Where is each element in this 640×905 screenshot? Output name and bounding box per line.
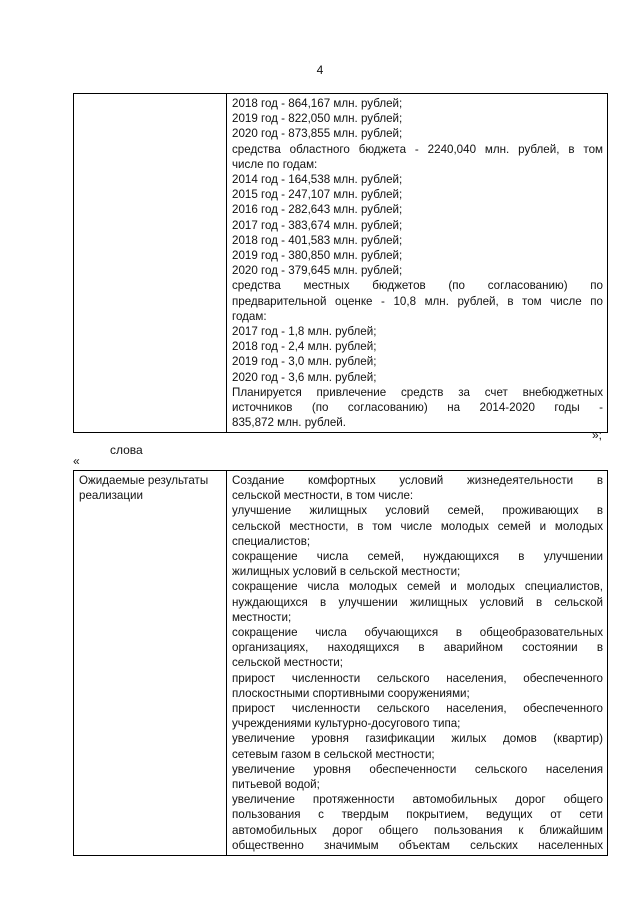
text-line: прирост численности сельского населения, обеспеченного bbox=[232, 671, 603, 685]
funding-table bbox=[73, 93, 608, 433]
text-line: сокращение числа молодых семей и молодых специалистов, bbox=[232, 580, 603, 594]
text-line: нуждающихся в улучшении жилищных условий в сельской bbox=[232, 595, 603, 609]
text-line: увеличение уровня газификации жилых домов (квартир) bbox=[232, 732, 603, 746]
text-line: увеличение уровня обеспеченности сельского населения bbox=[232, 762, 603, 776]
text-line: Создание комфортных условий жизнедеятельности в bbox=[232, 474, 603, 487]
text-line: сокращение числа семей, нуждающихся в улучшении bbox=[232, 550, 603, 564]
word-slova: слова bbox=[110, 443, 143, 457]
text-line: 2019 год - 380,850 млн. рублей; bbox=[232, 249, 403, 263]
text-line: средства областного бюджета - 2240,040 млн. рублей, в том bbox=[232, 142, 603, 156]
text-line: источников (по согласованию) на 2014-2020 годы - bbox=[232, 401, 603, 415]
text-line: 835,872 млн. рублей. bbox=[232, 416, 346, 430]
text-line: 2018 год - 864,167 млн. рублей; bbox=[232, 97, 403, 110]
text-line: 2016 год - 282,643 млн. рублей; bbox=[232, 203, 403, 217]
text-line: организациях, находящихся в аварийном состоянии в bbox=[232, 641, 603, 655]
empty-label-cell bbox=[74, 94, 227, 433]
label-line: Ожидаемые результаты bbox=[79, 474, 209, 487]
text-line: плоскостными спортивными сооружениями; bbox=[232, 686, 470, 700]
funding-text-cell bbox=[227, 94, 608, 433]
table-row bbox=[74, 471, 608, 856]
text-line: 2020 год - 873,855 млн. рублей; bbox=[232, 127, 403, 141]
expected-results-table bbox=[73, 470, 608, 856]
text-line: 2017 год - 383,674 млн. рублей; bbox=[232, 218, 403, 232]
label-line: реализации bbox=[79, 489, 143, 503]
text-line: 2020 год - 3,6 млн. рублей; bbox=[232, 370, 377, 384]
text-line: средства местных бюджетов (по согласованию) по bbox=[232, 279, 603, 293]
text-line: сельской местности, в том числе молодых семей и молодых bbox=[232, 519, 603, 533]
text-line: годам: bbox=[232, 309, 267, 323]
text-line: прирост численности сельского населения, обеспеченного bbox=[232, 702, 603, 716]
expected-results-text-cell bbox=[227, 471, 608, 856]
text-line: сельской местности; bbox=[232, 656, 343, 670]
text-line: пользования с твердым покрытием, ведущих от сети bbox=[232, 808, 603, 822]
closing-quote: »; bbox=[592, 428, 603, 442]
text-line: улучшение жилищных условий семей, проживающих в bbox=[232, 504, 603, 518]
text-line: местности; bbox=[232, 610, 292, 624]
text-line: 2014 год - 164,538 млн. рублей; bbox=[232, 173, 403, 187]
text-line: 2020 год - 379,645 млн. рублей; bbox=[232, 264, 403, 278]
text-line: 2019 год - 822,050 млн. рублей; bbox=[232, 112, 403, 126]
text-line: 2018 год - 2,4 млн. рублей; bbox=[232, 340, 377, 354]
text-line: сокращение числа обучающихся в общеобразовательных bbox=[232, 626, 603, 640]
text-line: увеличение протяженности автомобильных дорог общего bbox=[232, 793, 603, 807]
text-line: 2015 год - 247,107 млн. рублей; bbox=[232, 188, 403, 202]
text-line: сельской местности, в том числе: bbox=[232, 489, 414, 503]
text-line: 2017 год - 1,8 млн. рублей; bbox=[232, 325, 377, 339]
text-line: общественно значимым объектам сельских населенных bbox=[232, 838, 603, 852]
text-line: автомобильных дорог общего пользования к ближайшим bbox=[232, 823, 603, 837]
table-row bbox=[74, 94, 608, 433]
text-line: учреждениями культурно-досугового типа; bbox=[232, 717, 461, 731]
text-line: числе по годам: bbox=[232, 157, 318, 171]
text-line: жилищных условий в сельской местности; bbox=[232, 565, 461, 579]
text-line: сетевым газом в сельской местности; bbox=[232, 747, 435, 761]
text-line: специалистов; bbox=[232, 534, 311, 548]
text-line: 2019 год - 3,0 млн. рублей; bbox=[232, 355, 377, 369]
text-line: 2018 год - 401,583 млн. рублей; bbox=[232, 233, 403, 247]
expected-results-label-cell bbox=[74, 471, 227, 856]
opening-quote: « bbox=[73, 454, 80, 468]
text-line: предварительной оценке - 10,8 млн. рублей, в том числе по bbox=[232, 294, 603, 308]
page-number: 4 bbox=[316, 63, 324, 77]
text-line: Планируется привлечение средств за счет внебюджетных bbox=[232, 385, 603, 399]
text-line: питьевой водой; bbox=[232, 778, 320, 792]
